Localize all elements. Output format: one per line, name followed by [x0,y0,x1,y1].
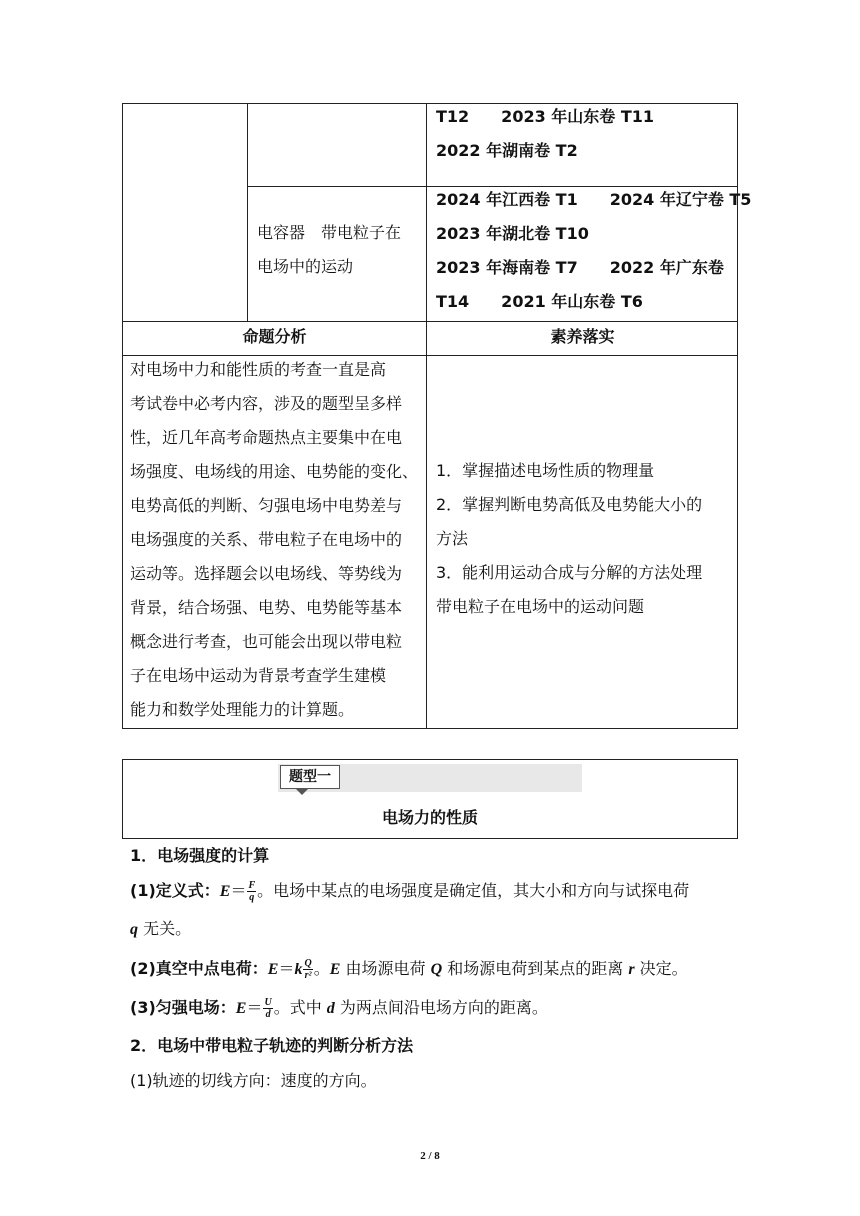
table-border-left [122,103,123,729]
analysis-line: 性，近几年高考命题热点主要集中在电 [130,428,403,447]
header-analysis: 命题分析 [242,327,307,346]
formula-definition: (1)定义式：E＝ $\frac{F}{q}$ 。电场中某点的电场强度是确定值，其大小和方向与试探电荷 [130,880,690,903]
row2-topic-line2: 电场中的运动 [257,257,354,276]
page-number: 2 / 8 [420,1150,440,1162]
formula-uniform-field: (3)匀强电场：E＝ $\frac{U}{d}$ 。式中 d 为两点间沿电场方向的距离。 [130,997,548,1020]
row2-refs-line4: T14 2021 年山东卷 T6 [436,292,643,311]
header-literacy: 素养落实 [550,327,615,346]
row2-refs-line2: 2023 年湖北卷 T10 [436,224,589,243]
section-title: 电场力的性质 [381,808,478,827]
analysis-line: 对电场中力和能性质的考查一直是高 [130,360,387,379]
badge-pointer-icon [296,789,308,795]
formula-point-charge: (2)真空中点电荷：E＝k $\frac{Q}{\text{r²}}$ 。E 由场源电荷 Q 和场源电荷到某点的距离 r 决定。 [130,958,688,981]
row2-topic-line1: 电容器 带电粒子在 [257,223,402,242]
row2-refs-line3: 2023 年海南卷 T7 2022 年广东卷 [436,258,724,277]
table-divider-header [122,355,738,356]
heading-trajectory: 2．电场中带电粒子轨迹的判断分析方法 [130,1036,414,1055]
table-divider-row2 [122,321,738,322]
literacy-line: 带电粒子在电场中的运动问题 [436,597,645,616]
analysis-line: 电场强度的关系、带电粒子在电场中的 [130,530,403,549]
analysis-line: 考试卷中必考内容，涉及的题型呈多样 [130,394,403,413]
table-border-bottom [122,728,738,729]
heading-field-strength: 1．电场强度的计算 [130,846,270,865]
literacy-line: 2．掌握判断电势高低及电势能大小的 [436,495,703,514]
row2-refs-line1: 2024 年江西卷 T1 2024 年辽宁卷 T5 [436,190,752,209]
analysis-line: 子在电场中运动为背景考查学生建模 [130,666,387,685]
analysis-line: 背景，结合场强、电势、电势能等基本 [130,598,403,617]
formula-definition-cont: q 无关。 [130,919,192,938]
table-border-top [122,103,738,104]
table-divider-col1 [247,103,248,321]
literacy-line: 1．掌握描述电场性质的物理量 [436,461,655,480]
analysis-line: 运动等。选择题会以电场线、等势线为 [130,564,403,583]
literacy-line: 3．能利用运动合成与分解的方法处理 [436,563,703,582]
analysis-line: 电势高低的判断、匀强电场中电势差与 [130,496,403,515]
row1-refs-line2: 2022 年湖南卷 T2 [436,141,578,160]
fraction: $\frac{F}{q}$ [248,880,256,903]
analysis-line: 能力和数学处理能力的计算题。 [130,700,355,719]
trajectory-point-1: (1)轨迹的切线方向：速度的方向。 [130,1071,377,1090]
section-badge: 题型一 [280,765,340,789]
analysis-line: 概念进行考查，也可能会出现以带电粒 [130,632,403,651]
fraction: $\frac{U}{d}$ [264,997,272,1020]
literacy-line: 方法 [436,529,469,548]
fraction: $\frac{Q}{\text{r²}}$ [304,958,312,981]
analysis-line: 场强度、电场线的用途、电势能的变化、 [130,462,419,481]
row1-refs-line1: T12 2023 年山东卷 T11 [436,107,655,126]
table-divider-col2 [426,103,427,729]
table-divider-row1 [247,186,738,187]
